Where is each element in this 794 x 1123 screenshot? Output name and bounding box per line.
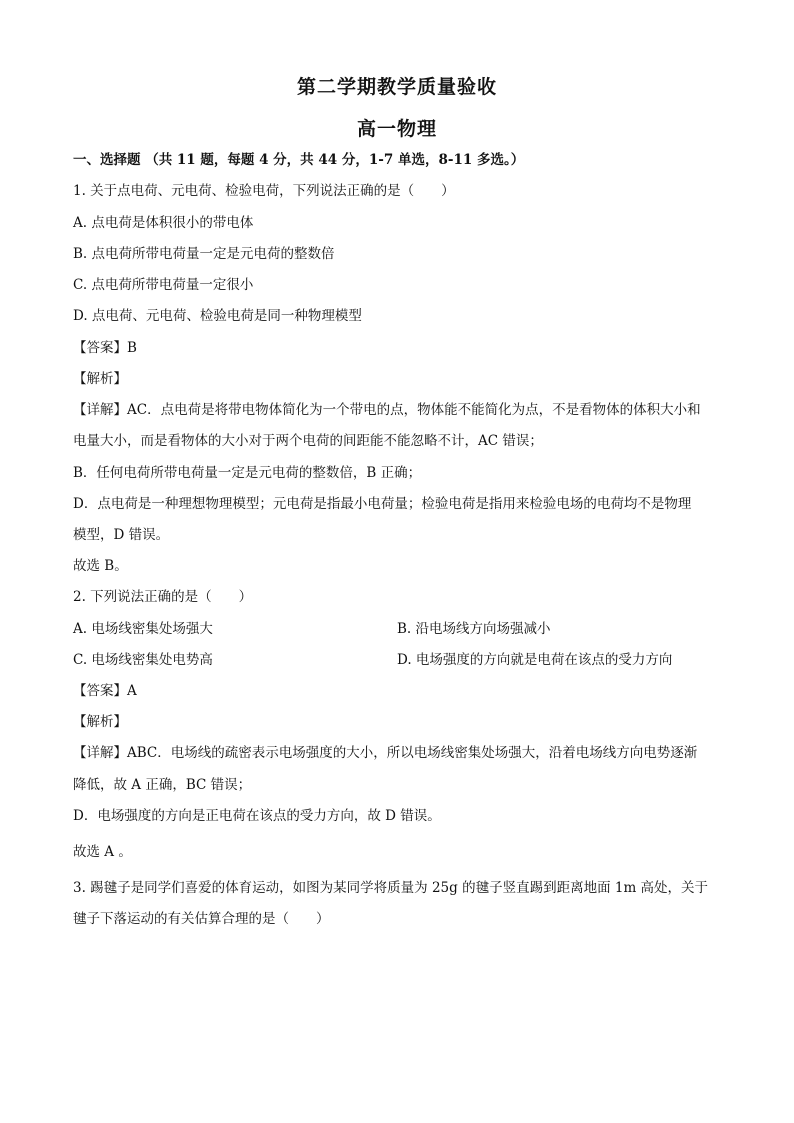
page-subtitle: 高一物理 <box>356 118 437 140</box>
page-title: 第二学期教学质量验收 <box>296 76 497 98</box>
question-1-conclusion: 故选 B。 <box>73 558 128 574</box>
question-2-option-c: C. 电场线密集处电势高 <box>73 652 213 668</box>
question-1-option-c: C. 点电荷所带电荷量一定很小 <box>73 277 254 293</box>
question-1-option-b: B. 点电荷所带电荷量一定是元电荷的整数倍 <box>73 246 335 262</box>
question-2-detail-line: 【详解】ABC．电场线的疏密表示电场强度的大小，所以电场线密集处场强大，沿着电场线方向电势逐渐 <box>73 745 698 761</box>
question-2-detail-line: 降低，故 A 正确，BC 错误； <box>73 777 252 793</box>
question-2-answer: 【答案】A <box>73 683 137 699</box>
question-3-stem-line: 毽子下落运动的有关估算合理的是（ ） <box>73 911 330 927</box>
question-1-option-d: D. 点电荷、元电荷、检验电荷是同一种物理模型 <box>73 308 362 324</box>
question-2-option-d: D. 电场强度的方向就是电荷在该点的受力方向 <box>397 652 673 668</box>
section-heading: 一、选择题 （共 11 题，每题 4 分，共 44 分，1-7 单选，8-11 多选。） <box>73 152 525 168</box>
question-1-detail-line: D．点电荷是一种理想物理模型；元电荷是指最小电荷量；检验电荷是指用来检验电场的电荷均不是物理 <box>73 496 692 512</box>
question-2-analysis-label: 【解析】 <box>73 714 127 730</box>
question-2-option-b: B. 沿电场线方向场强减小 <box>397 621 551 637</box>
question-1-stem: 1. 关于点电荷、元电荷、检验电荷，下列说法正确的是（ ） <box>73 183 455 199</box>
question-1-detail-line: 【详解】AC．点电荷是将带电物体简化为一个带电的点，物体能不能简化为点，不是看物体的体积大小和 <box>73 402 701 418</box>
question-1-analysis-label: 【解析】 <box>73 371 127 387</box>
question-2-option-a: A. 电场线密集处场强大 <box>73 621 213 637</box>
question-2-stem: 2. 下列说法正确的是（ ） <box>73 589 253 605</box>
question-2-detail-line: D．电场强度的方向是正电荷在该点的受力方向，故 D 错误。 <box>73 808 441 824</box>
question-2-conclusion: 故选 A 。 <box>73 844 132 860</box>
question-3-stem-line: 3. 踢毽子是同学们喜爱的体育运动，如图为某同学将质量为 25g 的毽子竖直踢到距离地面 1m 高处，关于 <box>73 880 709 896</box>
question-1-answer: 【答案】B <box>73 340 137 356</box>
question-1-detail-line: 模型，D 错误。 <box>73 527 170 543</box>
question-1-detail-line: 电量大小，而是看物体的大小对于两个电荷的间距能不能忽略不计，AC 错误； <box>73 433 543 449</box>
question-1-option-a: A. 点电荷是体积很小的带电体 <box>73 215 254 231</box>
question-1-detail-line: B．任何电荷所带电荷量一定是元电荷的整数倍，B 正确； <box>73 465 422 481</box>
